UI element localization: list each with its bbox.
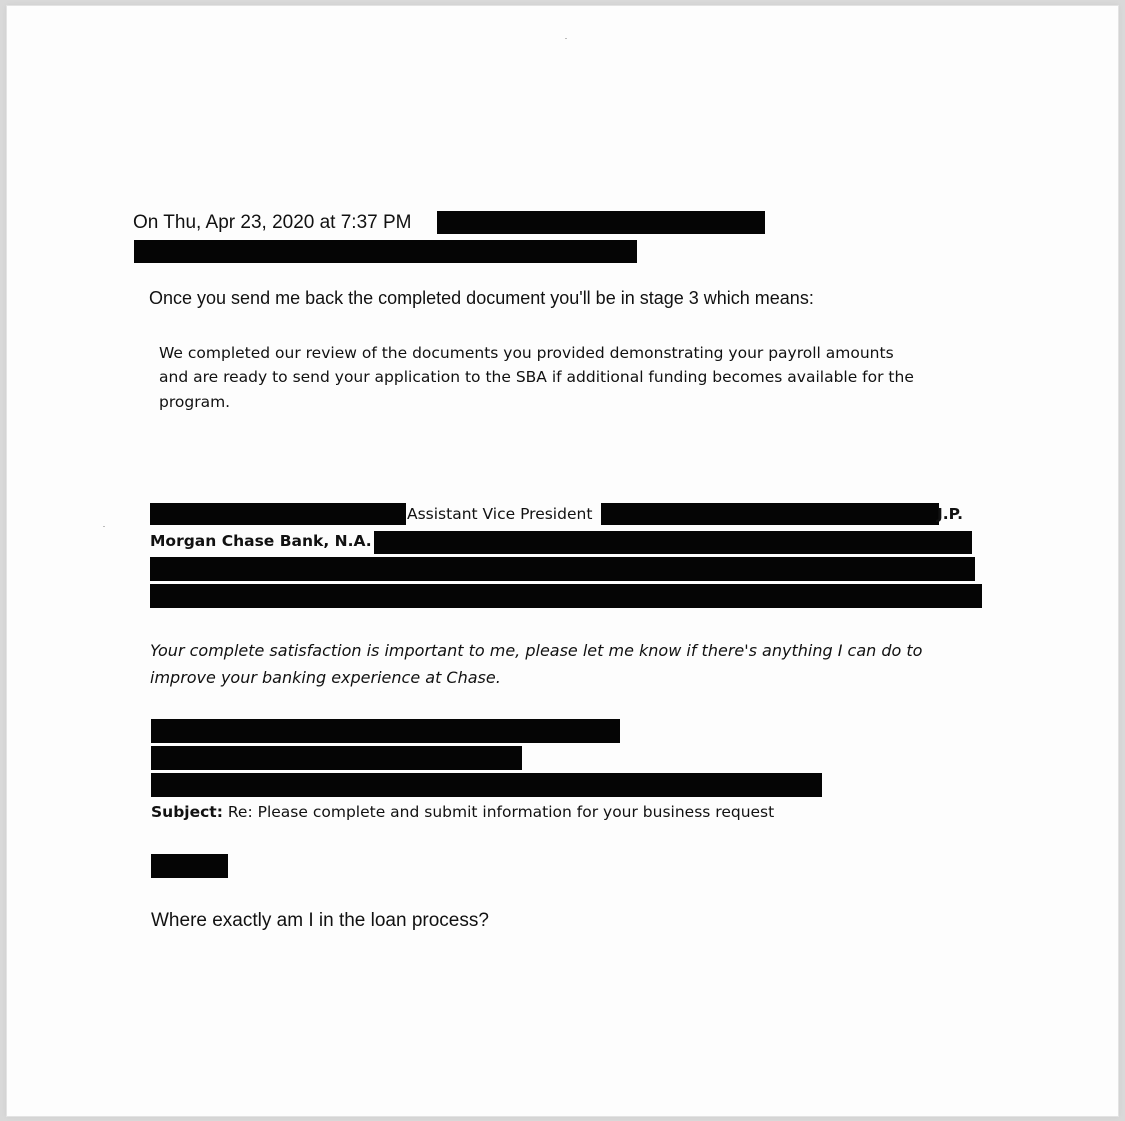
redacted-salutation (151, 854, 228, 878)
stage-description-line: program. (159, 393, 231, 411)
closing-line: Your complete satisfaction is important to me, please let me know if there's anything I can do to (150, 641, 923, 660)
redacted-sent-line (151, 746, 522, 770)
redacted-to-line (151, 773, 822, 797)
redacted-signature-detail (601, 503, 939, 525)
scan-speck (565, 38, 567, 39)
signature-title: Assistant Vice President (407, 505, 593, 523)
subject-text: Re: Please complete and submit information for your business request (227, 803, 775, 821)
stage-description-line: and are ready to send your application to the SBA if additional funding becomes available for the (159, 368, 914, 386)
redacted-name (150, 503, 406, 525)
redacted-from-line (151, 719, 620, 743)
email-date-line: On Thu, Apr 23, 2020 at 7:37 PM (133, 212, 412, 233)
redacted-sender (437, 211, 765, 234)
redacted-contact-line-2 (150, 557, 975, 581)
redacted-sender-email (134, 240, 637, 263)
redacted-contact-line-1 (374, 531, 972, 554)
loan-question: Where exactly am I in the loan process? (151, 910, 489, 931)
closing-line: improve your banking experience at Chase. (150, 668, 501, 687)
stage-description-line: We completed our review of the documents you provided demonstrating your payroll amounts (159, 344, 894, 362)
bank-name-text: Morgan Chase Bank, N.A. (150, 532, 372, 550)
subject-label: Subject: (151, 803, 223, 821)
document-page (7, 6, 1118, 1116)
signature-bank-prefix: J.P. (937, 505, 964, 523)
subject-line (151, 803, 774, 821)
scan-speck (103, 526, 105, 527)
signature-bank-name (150, 532, 379, 550)
stage-intro-text: Once you send me back the completed document you'll be in stage 3 which means: (149, 288, 814, 308)
redacted-contact-line-3 (150, 584, 982, 608)
